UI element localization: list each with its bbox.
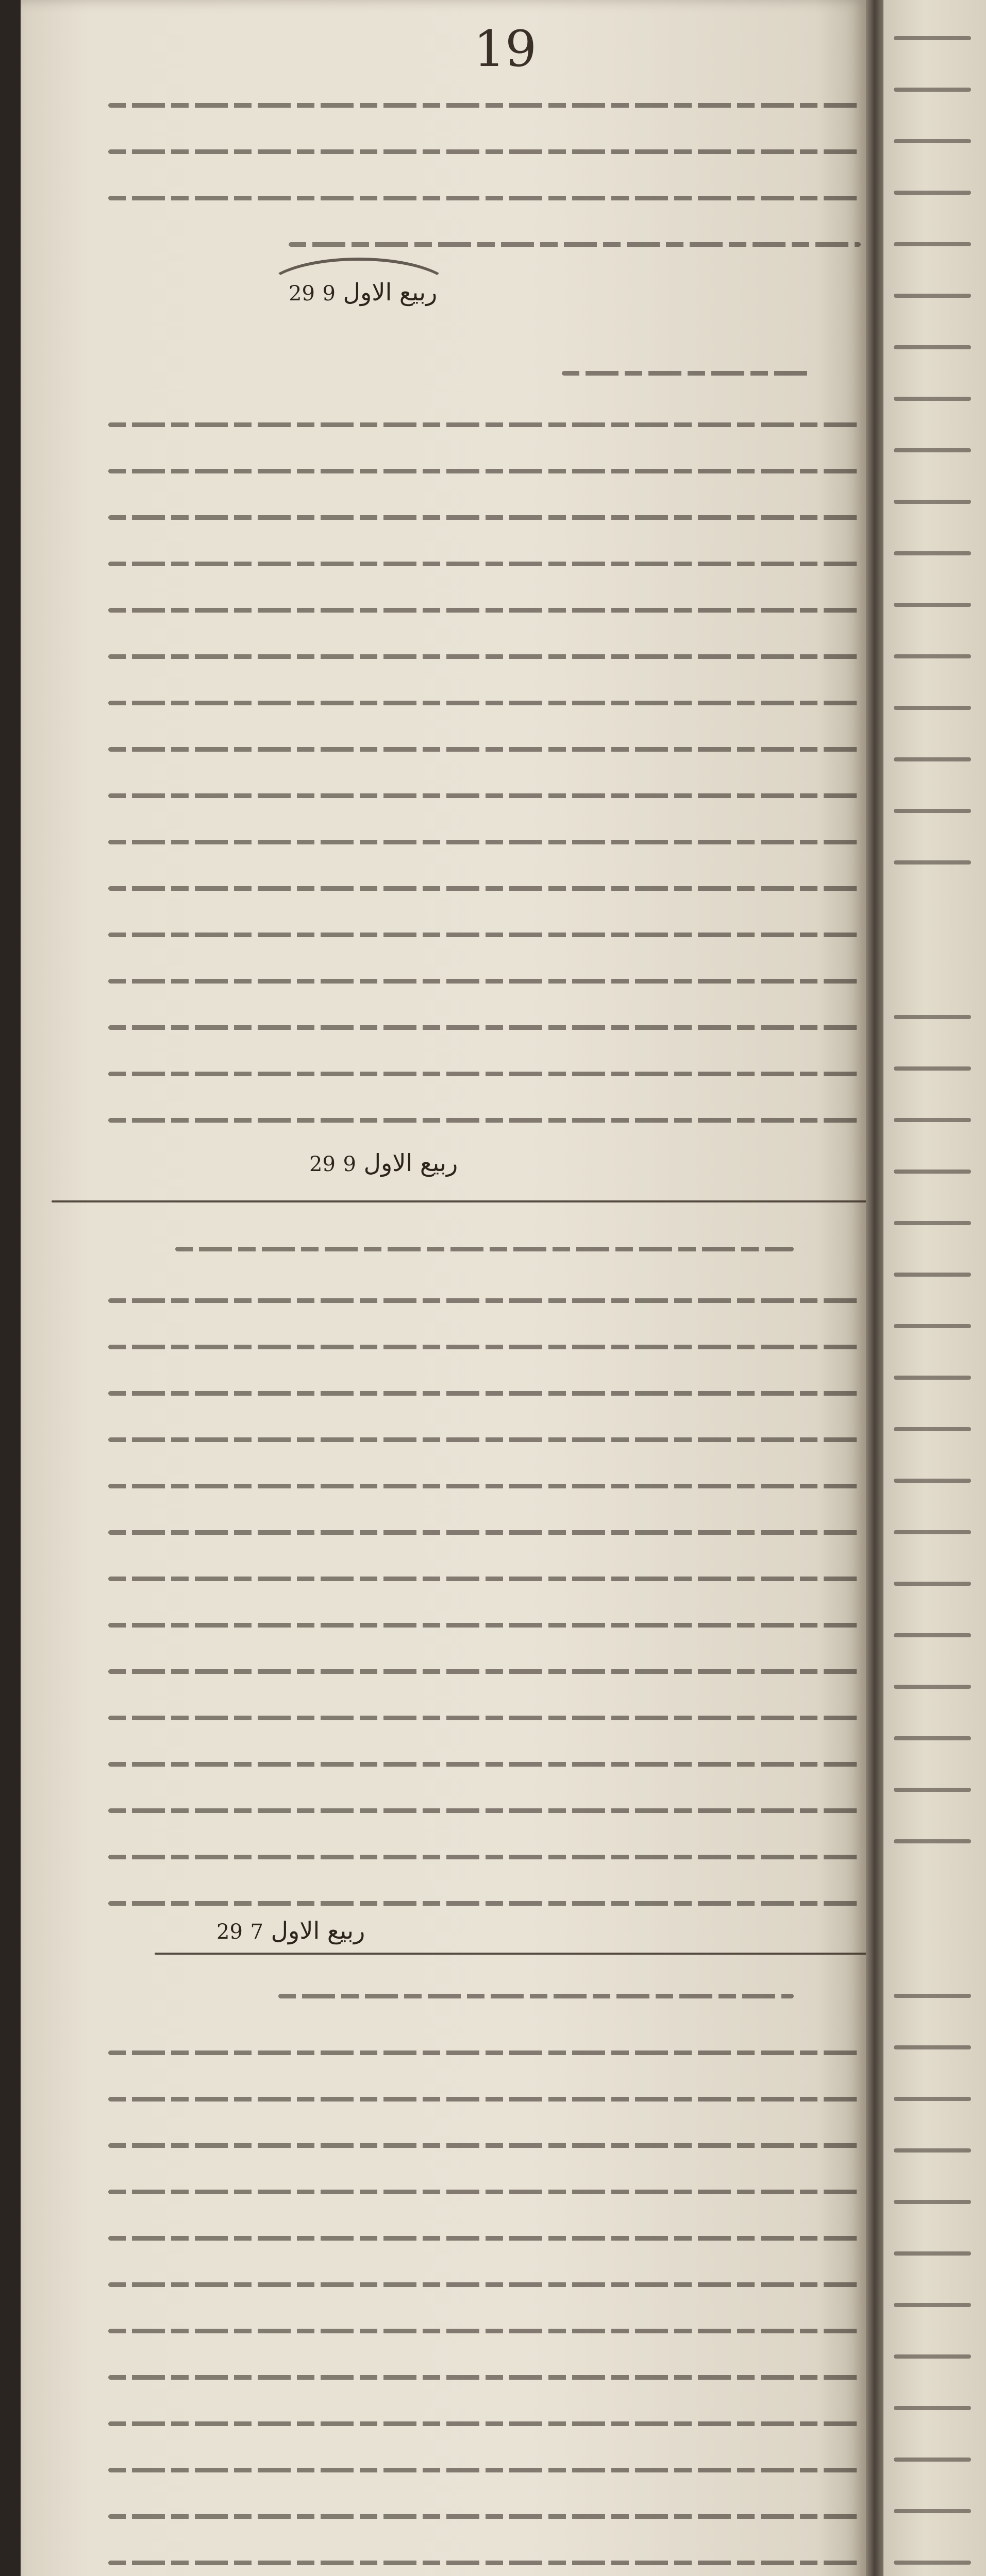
handwritten-line bbox=[289, 242, 861, 247]
handwritten-line bbox=[108, 1391, 861, 1396]
handwritten-heading bbox=[562, 371, 809, 376]
adjacent-text-fragment bbox=[894, 1680, 971, 1700]
entry-date-month: ربیع الاول bbox=[271, 1917, 365, 1944]
handwritten-line bbox=[108, 422, 861, 427]
handwritten-line bbox=[108, 1901, 861, 1906]
entry-date-day: 29 bbox=[216, 1920, 243, 1944]
handwritten-line bbox=[108, 2421, 861, 2426]
handwritten-line bbox=[108, 1808, 861, 1813]
adjacent-text-fragment bbox=[894, 701, 971, 721]
adjacent-text-fragment bbox=[894, 82, 971, 103]
handwritten-line bbox=[108, 608, 861, 613]
entry-date-sub: 9 bbox=[343, 1153, 356, 1176]
entry-date-sub: 7 bbox=[250, 1920, 263, 1944]
handwritten-line bbox=[108, 2514, 861, 2519]
handwritten-heading bbox=[175, 1247, 794, 1251]
handwritten-line bbox=[108, 2050, 861, 2055]
handwritten-line bbox=[108, 196, 861, 200]
handwritten-line bbox=[108, 793, 861, 798]
handwritten-line bbox=[108, 654, 861, 659]
adjacent-text-fragment bbox=[894, 1731, 971, 1752]
adjacent-text-fragment bbox=[894, 2555, 971, 2576]
book-gutter bbox=[866, 0, 883, 2576]
handwritten-line bbox=[108, 2282, 861, 2287]
handwritten-line bbox=[108, 1577, 861, 1581]
adjacent-text-fragment bbox=[894, 392, 971, 412]
adjacent-text-fragment bbox=[894, 1473, 971, 1494]
entry-date-month: ربیع الاول bbox=[343, 278, 438, 306]
adjacent-text-fragment bbox=[894, 2298, 971, 2318]
adjacent-text-fragment bbox=[894, 134, 971, 155]
handwritten-line bbox=[108, 103, 861, 108]
adjacent-text-fragment bbox=[894, 1319, 971, 1340]
adjacent-text-fragment bbox=[894, 1267, 971, 1288]
adjacent-text-fragment bbox=[894, 2040, 971, 2061]
adjacent-text-fragment bbox=[894, 1989, 971, 2009]
adjacent-text-fragment bbox=[894, 31, 971, 52]
handwritten-line bbox=[108, 933, 861, 937]
handwritten-line bbox=[108, 1118, 861, 1123]
handwritten-line bbox=[108, 1072, 861, 1076]
handwritten-line bbox=[108, 1437, 861, 1442]
adjacent-text-fragment bbox=[894, 2092, 971, 2112]
adjacent-text-fragment bbox=[894, 1525, 971, 1546]
adjacent-text-fragment bbox=[894, 2195, 971, 2215]
handwritten-line bbox=[108, 886, 861, 891]
handwritten-line bbox=[108, 2561, 861, 2565]
adjacent-text-fragment bbox=[894, 2401, 971, 2421]
handwritten-line bbox=[108, 1855, 861, 1859]
handwritten-line bbox=[108, 149, 861, 154]
handwritten-line bbox=[108, 515, 861, 520]
handwritten-line bbox=[108, 1484, 861, 1488]
adjacent-page-edge bbox=[883, 0, 986, 2576]
handwritten-line bbox=[108, 2468, 861, 2472]
adjacent-text-fragment bbox=[894, 752, 971, 773]
adjacent-text-fragment bbox=[894, 1422, 971, 1443]
entry-date bbox=[216, 1917, 365, 1944]
adjacent-text-fragment bbox=[894, 1834, 971, 1855]
handwritten-line bbox=[108, 469, 861, 473]
handwritten-line bbox=[108, 1530, 861, 1535]
adjacent-text-fragment bbox=[894, 185, 971, 206]
entry-date-month: ربیع الاول bbox=[363, 1149, 458, 1177]
adjacent-text-fragment bbox=[894, 2349, 971, 2370]
adjacent-text-fragment bbox=[894, 804, 971, 824]
handwritten-heading bbox=[278, 1994, 794, 1998]
handwritten-line bbox=[108, 747, 861, 752]
adjacent-text-fragment bbox=[894, 1783, 971, 1803]
handwritten-line bbox=[108, 1762, 861, 1767]
adjacent-text-fragment bbox=[894, 2504, 971, 2524]
handwritten-line bbox=[108, 840, 861, 844]
handwritten-line bbox=[108, 979, 861, 984]
adjacent-text-fragment bbox=[894, 598, 971, 618]
adjacent-text-fragment bbox=[894, 1113, 971, 1133]
adjacent-text-fragment bbox=[894, 649, 971, 670]
entry-date bbox=[309, 1149, 458, 1177]
adjacent-text-fragment bbox=[894, 1010, 971, 1030]
folio-number: 19 bbox=[473, 20, 537, 78]
handwritten-line bbox=[108, 1623, 861, 1628]
handwritten-line bbox=[108, 1669, 861, 1674]
entry-date-day: 29 bbox=[309, 1153, 336, 1176]
handwritten-line bbox=[108, 2190, 861, 2194]
handwritten-line bbox=[108, 1345, 861, 1349]
adjacent-text-fragment bbox=[894, 546, 971, 567]
adjacent-text-fragment bbox=[894, 1577, 971, 1597]
entry-date-day: 29 bbox=[289, 282, 315, 306]
adjacent-text-fragment bbox=[894, 443, 971, 464]
handwritten-line bbox=[108, 1025, 861, 1030]
adjacent-text-fragment bbox=[894, 237, 971, 258]
handwritten-line bbox=[108, 2143, 861, 2148]
adjacent-text-fragment bbox=[894, 2452, 971, 2473]
adjacent-text-fragment bbox=[894, 2143, 971, 2164]
handwritten-line bbox=[108, 562, 861, 566]
adjacent-text-fragment bbox=[894, 2246, 971, 2267]
entry-divider bbox=[52, 1200, 876, 1202]
flourish bbox=[263, 258, 455, 326]
entry-divider bbox=[155, 1953, 876, 1955]
handwritten-line bbox=[108, 1716, 861, 1720]
adjacent-text-fragment bbox=[894, 1164, 971, 1185]
adjacent-text-fragment bbox=[894, 1061, 971, 1082]
entry-date-sub: 9 bbox=[322, 282, 336, 306]
handwritten-line bbox=[108, 2329, 861, 2333]
adjacent-text-fragment bbox=[894, 1216, 971, 1236]
adjacent-text-fragment bbox=[894, 1628, 971, 1649]
handwritten-line bbox=[108, 701, 861, 705]
handwritten-line bbox=[108, 2097, 861, 2102]
adjacent-text-fragment bbox=[894, 495, 971, 515]
adjacent-text-fragment bbox=[894, 289, 971, 309]
handwritten-line bbox=[108, 2236, 861, 2241]
handwritten-line bbox=[108, 1298, 861, 1303]
manuscript-page bbox=[21, 0, 866, 2576]
handwritten-line bbox=[108, 2375, 861, 2380]
adjacent-text-fragment bbox=[894, 1370, 971, 1391]
adjacent-text-fragment bbox=[894, 340, 971, 361]
adjacent-text-fragment bbox=[894, 855, 971, 876]
